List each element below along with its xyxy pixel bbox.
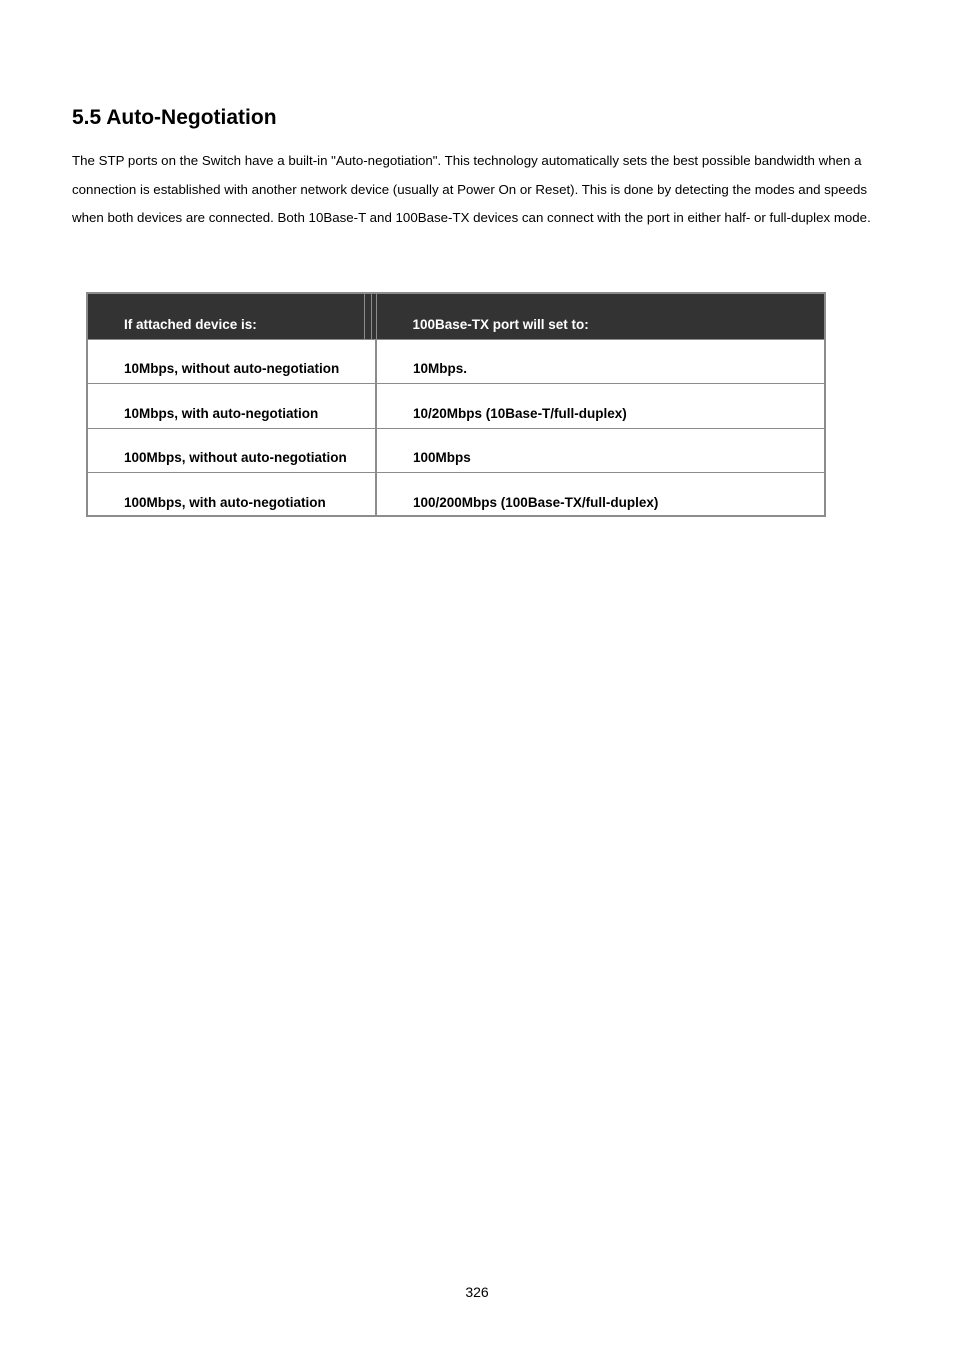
cell-attached-device: 100Mbps, without auto-negotiation	[88, 428, 376, 473]
cell-attached-device: 10Mbps, with auto-negotiation	[88, 384, 376, 429]
section-paragraph: The STP ports on the Switch have a built-in "Auto-negotiation". This technology automatically sets the best possible bandwidth when a connection is established with another network device (usually at Power On or Reset). This is done by detecting the modes and speeds when both devices are connected. Both 10Base-T and 100Base-TX devices can connect with the port in either half- or full-duplex mode.	[72, 153, 871, 226]
cell-port-setting: 10Mbps.	[376, 339, 824, 384]
table-row	[88, 473, 824, 518]
negotiation-table	[88, 294, 824, 517]
cell-port-setting: 100Mbps	[376, 428, 824, 473]
section-heading: 5.5 Auto-Negotiation	[72, 106, 277, 129]
page-number: 326	[465, 1284, 489, 1300]
cell-attached-device: 10Mbps, without auto-negotiation	[88, 339, 376, 384]
table-row	[88, 339, 824, 384]
table-row	[88, 428, 824, 473]
table-row	[88, 384, 824, 429]
auto-negotiation-table	[86, 292, 826, 517]
cell-port-setting: 10/20Mbps (10Base-T/full-duplex)	[376, 384, 824, 429]
header-attached-device: If attached device is:	[88, 294, 376, 339]
header-port-setting: 100Base-TX port will set to:	[376, 294, 824, 339]
table-header-row	[88, 294, 824, 339]
cell-port-setting: 100/200Mbps (100Base-TX/full-duplex)	[376, 473, 824, 518]
cell-attached-device: 100Mbps, with auto-negotiation	[88, 473, 376, 518]
